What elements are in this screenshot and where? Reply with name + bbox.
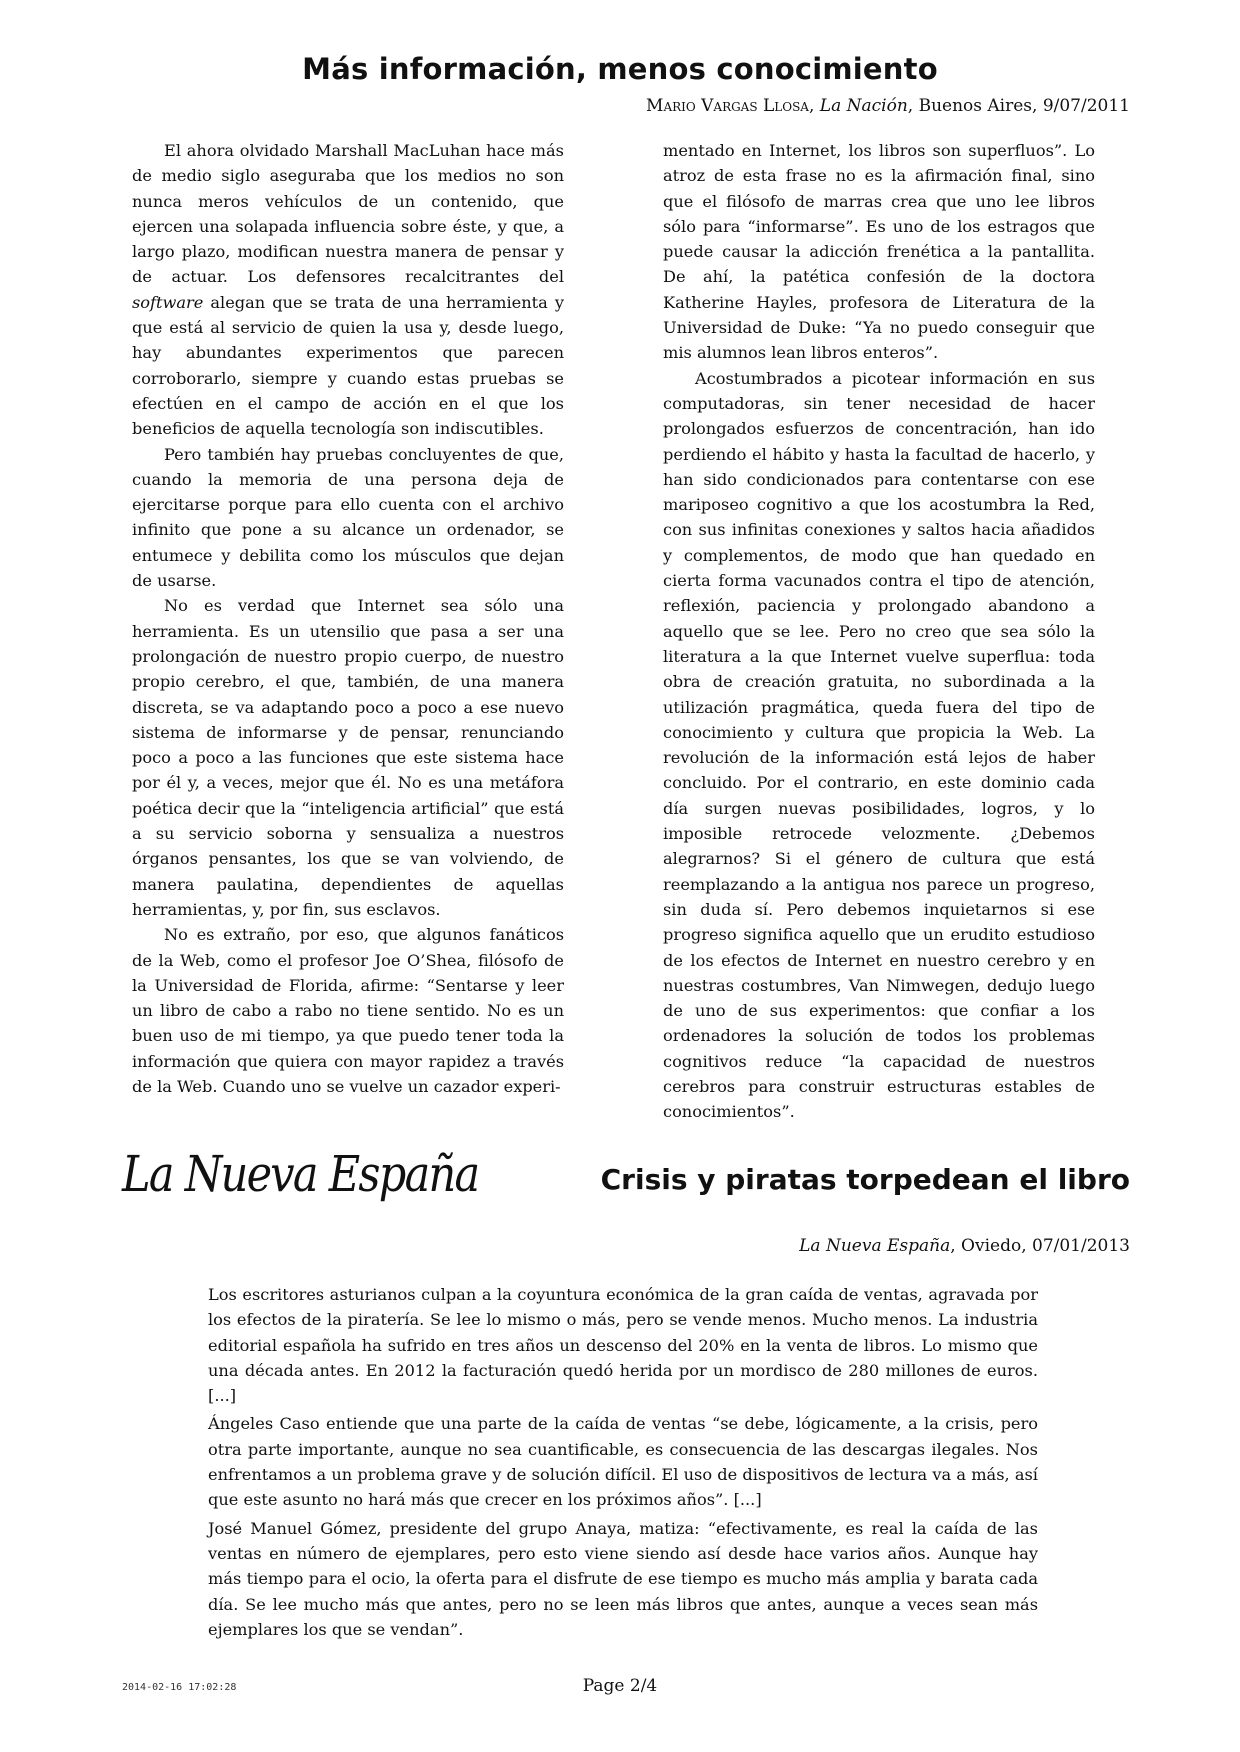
byline-source: La Nueva España: [799, 1236, 951, 1256]
article1-column-left: [132, 138, 564, 1099]
article2-paragraph-2: Ángeles Caso entiende que una parte de la caída de ventas “se debe, lógicamente, a la crisis, pero otra parte importante, aunque no sea cuantificable, es consecuencia de las descargas ilegales. Nos enfrentamos a un problema grave y de solución difícil. El uso de dispositivos de lectura va a más, así que este asunto no hará más que crecer en los próximos años”. [...]: [208, 1414, 1038, 1510]
paragraph-text: alegan que se trata de una herramienta y que está al servicio de quien la usa y, desde luego, hay abundantes experimentos que parecen corroborarlo, siempre y cuando estas pruebas se efectúen en el campo de acción en el que los beneficios de aquella tecnología son indiscutibles.: [132, 292, 564, 439]
article1-paragraph-4: No es extraño, por eso, que algunos fanáticos de la Web, como el profesor Joe O’Shea, filósofo de la Universidad de Florida, afirme: “Sentarse y leer un libro de cabo a rabo no tiene sentido. No es un buen uso de mi tiempo, ya que puedo tener toda la información que quiera con mayor rapidez a través de la Web. Cuando uno se vuelve un cazador experi-: [132, 925, 564, 1096]
page-number: Page 2/4: [582, 1676, 658, 1696]
article2-paragraph-1: Los escritores asturianos culpan a la coyuntura económica de la gran caída de ventas, agravada por los efectos de la piratería. Se lee lo mismo o más, pero se vende menos. Mucho menos. La industria editorial española ha sufrido en tres años un descenso del 20% en la venta de libros. Lo mismo que una década antes. En 2012 la facturación quedó herida por un mordisco de 280 millones de euros. [...]: [208, 1285, 1038, 1406]
article2-byline: [799, 1236, 1130, 1256]
article2-paragraph-3: José Manuel Gómez, presidente del grupo Anaya, matiza: “efectivamente, es real la caída de las ventas en número de ejemplares, pero esto viene siendo así desde hace varios años. Aunque hay más tiempo para el ocio, la oferta para el disfrute de ese tiempo es mucho más amplia y barata cada día. Se lee mucho más que antes, pero no se leen más libros que antes, aunque a veces sean más ejemplares los que se vendan”.: [208, 1518, 1038, 1639]
newspaper-logo: La Nueva España: [122, 1145, 479, 1203]
article1-paragraph-3: No es verdad que Internet sea sólo una herramienta. Es un utensilio que pasa a ser una prolongación de nuestro propio cuerpo, de nuestro propio cerebro, el que, también, de una manera discreta, se va adaptando poco a poco a ese nuevo sistema de informarse y de pensar, renunciando poco a poco a las funciones que este sistema hace por él y, a veces, mejor que él. No es una metáfora poética decir que la “inteligencia artificial” que está a su servicio soborna y sensualiza a nuestros órganos pensantes, los que se van volviendo, de manera paulatina, dependientes de aquellas herramientas, y, por fin, sus esclavos.: [132, 596, 564, 919]
italic-term: software: [132, 292, 204, 312]
article2-title: Crisis y piratas torpedean el libro: [600, 1163, 1130, 1196]
footer-timestamp: 2014-02-16 17:02:28: [122, 1682, 237, 1693]
article1-paragraph-2: Pero también hay pruebas concluyentes de que, cuando la memoria de una persona deja de ejercitarse porque para ello cuenta con el archivo infinito que pone a su alcance un ordenador, se entumece y debilita como los músculos que dejan de usarse.: [132, 444, 564, 591]
article1-paragraph-4-continued: mentado en Internet, los libros son superfluos”. Lo atroz de esta frase no es la afirmación final, sino que el filósofo de marras crea que uno lee libros sólo para “informarse”. Es uno de los estragos que puede causar la adicción frenética a la pantallita. De ahí, la patética confesión de la doctora Katherine Hayles, profesora de Literatura de la Universidad de Duke: “Ya no puedo conseguir que mis alumnos lean libros enteros”.: [663, 141, 1095, 363]
byline-sep: ,: [808, 96, 820, 116]
byline-rest: , Oviedo, 07/01/2013: [950, 1236, 1130, 1256]
article1-paragraph-5: Acostumbrados a picotear información en sus computadoras, sin tener necesidad de hacer prolongados esfuerzos de concentración, han ido perdiendo el hábito y hasta la facultad de hacerlo, y han sido condicionados para contentarse con ese mariposeo cognitivo a que los acostumbra la Red, con sus infinitas conexiones y saltos hacia añadidos y complementos, de modo que han quedado en cierta forma vacunados contra el tipo de atención, reflexión, paciencia y prolongado abandono a aquello que se lee. Pero no creo que sea sólo la literatura a la que Internet vuelve superflua: toda obra de creación gratuita, no subordinada a la utilización pragmática, queda fuera del tipo de conocimiento y cultura que propicia la Web. La revolución de la información está lejos de haber concluido. Por el contrario, en este dominio cada día surgen nuevas posibilidades, logros, y lo imposible retrocede velozmente. ¿Debemos alegrarnos? Si el género de cultura que está reemplazando a la antigua nos parece un progreso, sin duda sí. Pero debemos inquietarnos si ese progreso significa aquello que un erudito estudioso de los efectos de Internet en nuestro cerebro y en nuestras costumbres, Van Nimwegen, dedujo luego de uno de sus experimentos: que confiar a los ordenadores la solución de todos los problemas cognitivos reduce “la capacidad de nuestros cerebros para construir estructuras estables de conocimientos”.: [663, 368, 1095, 1122]
article1-column-right: [663, 138, 1095, 1125]
article1-paragraph-1: [132, 138, 564, 442]
paragraph-text: El ahora olvidado Marshall MacLuhan hace más de medio siglo aseguraba que los medios no son nunca meros vehículos de un contenido, que ejercen una solapada influencia sobre éste, y que, a largo plazo, modifican nuestra manera de pensar y de actuar. Los defensores recalcitrantes del: [132, 141, 564, 287]
article1-title: Más información, menos conocimiento: [302, 52, 938, 86]
article2-body: [208, 1282, 1038, 1645]
byline-source: La Nación: [819, 96, 908, 116]
byline-author: Mario Vargas Llosa: [646, 96, 809, 116]
byline-rest: , Buenos Aires, 9/07/2011: [907, 96, 1130, 116]
article1-byline: [646, 96, 1130, 116]
